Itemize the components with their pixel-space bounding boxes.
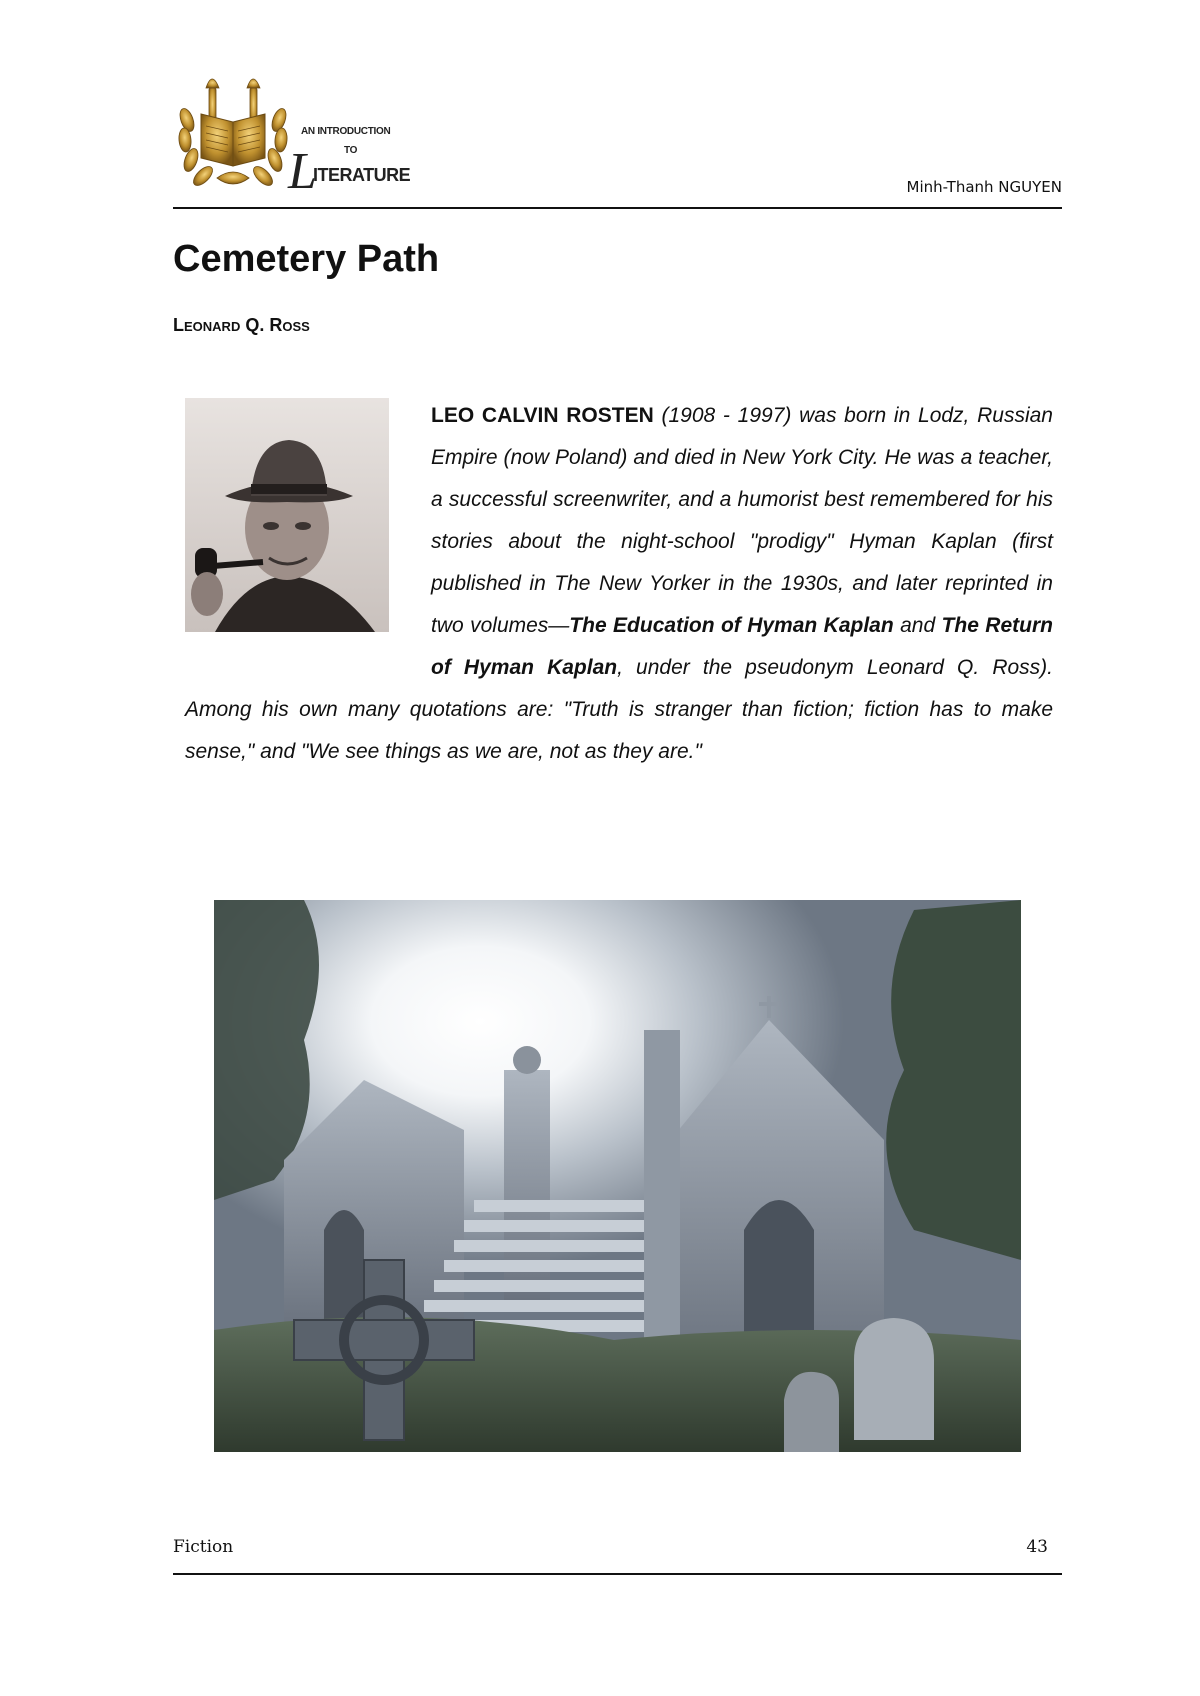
cemetery-illustration <box>214 900 1021 1452</box>
logo-word: ITERATURE <box>313 165 411 185</box>
logo-initial: L <box>288 143 317 200</box>
logo <box>173 70 448 200</box>
logo-line-2: TO <box>344 145 358 156</box>
page-title: Cemetery Path <box>173 238 440 280</box>
laurel-books-emblem-icon <box>173 70 293 195</box>
story-byline: Leonard Q. Ross <box>173 315 310 335</box>
portrait-spacer <box>185 395 431 677</box>
bio-and: and <box>893 614 942 637</box>
footer-section: Fiction <box>173 1537 234 1557</box>
bio-book-1: The Education of Hyman Kaplan <box>569 614 894 637</box>
header-rule <box>173 207 1062 209</box>
page-number: 43 <box>1026 1537 1048 1557</box>
logo-line-1: AN INTRODUCTION <box>301 126 391 137</box>
bio-text-1: (1908 - 1997) was born in Lodz, Russian Empire (now Poland) and died in New York City. He was a teacher, a successful screenwriter, and a humorist best remembered for his stories about the night-school "prodigy" Hyman Kaplan (first published in The New Yorker in the 1930s, and later reprinted in two volumes— <box>431 404 1053 637</box>
author-bio <box>185 395 1053 773</box>
bio-text-2: , under the pseudonym Leonard Q. Ross). Among his own many quotations are: "Truth is stranger than fiction; fiction has to make sense," and "We see things as we are, not as they are." <box>185 656 1053 763</box>
bio-author-name: LEO CALVIN ROSTEN <box>431 404 654 427</box>
bio-book-2: The Return of Hyman Kaplan <box>431 614 1053 679</box>
footer-rule <box>173 1573 1062 1575</box>
header-author: Minh-Thanh NGUYEN <box>906 178 1062 196</box>
